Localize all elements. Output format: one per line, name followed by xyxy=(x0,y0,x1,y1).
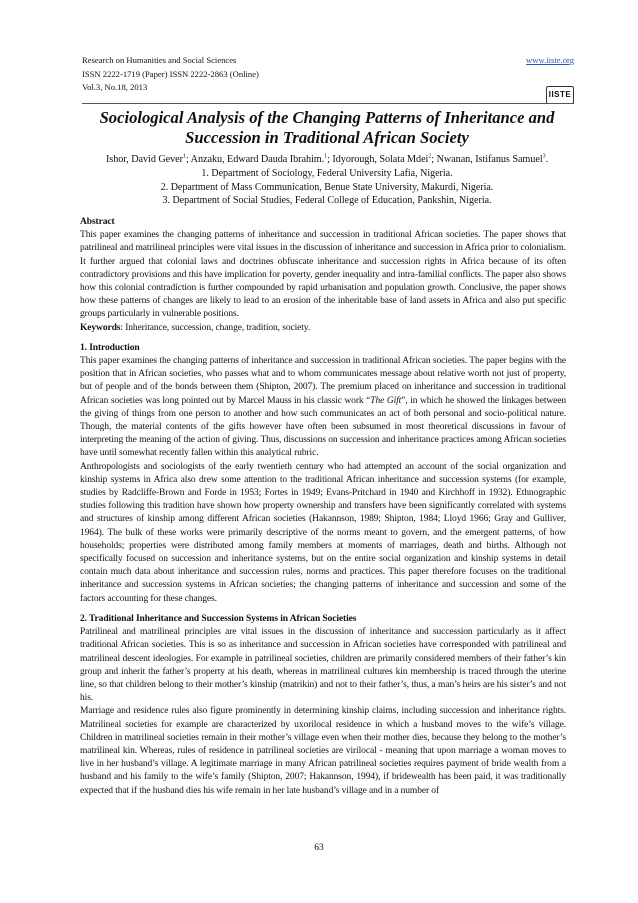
affiliation-1: 1. Department of Sociology, Federal University Lafia, Nigeria. xyxy=(201,167,453,179)
header-divider xyxy=(82,103,574,104)
paper-title xyxy=(64,108,590,148)
page-number: 63 xyxy=(314,843,324,853)
section-2-paragraph-2: Marriage and residence rules also figure prominently in determining kinship claims, including succession and inheritance rights. Matrilineal societies for example are characterized by uxorilocal residence in which a husband moves to the wife’s village. Children in matrilineal societies remain in their mother’s village even when their mother dies, because they belong to the mother’s matrilineal kin. Whereas, rules of residence in patrilineal societies are virilocal - meaning that upon marriage a woman moves to live in her husband’s village. A legitimate marriage in many African patrilineal societies requires payment of bride wealth from a husband and his family to the wife’s family (Shipton, 2007; Hakannson, 1994), if bridewealth has been paid, it was traditionally expected that if the husband dies his wife remain in her late husband’s village and in a number of xyxy=(80,706,566,796)
journal-name: Research on Humanities and Social Sciences xyxy=(82,55,237,65)
abstract-heading: Abstract xyxy=(80,217,115,227)
author-list: Ishor, David Gever$^1$; Anzaku, Edward Dauda Ibrahim.$^1$; Idyorough, Solata Mdei$^2$; Nwanan, Istifanus Samuel$^3$. xyxy=(105,153,549,165)
paper-body xyxy=(80,216,566,798)
abstract-text: This paper examines the changing patterns of inheritance and succession in traditional African societies. The paper shows that patrilineal and matrilineal principles were vital issues in the discussion of inheritance and succession in Africa prior to colonialism. It further argued that colonial laws and doctrines obfuscate inheritance and succession rights in Africa because of its often contradictory provisions and this have implication for poverty, gender inequality and intra-familial conflicts. The paper also shows how this colonial contradiction is further compounded by rapid urbanisation and population growth. Conclusive, the paper shows how these patterns of changes are likely to lead to an erosion of the inheritable base of land assets in Africa and also put specific groups particularly in vulnerable positions. xyxy=(80,230,566,320)
journal-url-link[interactable]: www.iiste.org xyxy=(526,55,574,65)
journal-volume: Vol.3, No.18, 2013 xyxy=(82,82,148,92)
section-1-paragraph-1: This paper examines the changing patterns of inheritance and succession in traditional African societies. The paper begins with the position that in African societies, who passes what and to whom communicates message about relative worth not just of property, but of people and of the bonds between them (Shipton, 2007). The premium placed on inheritance and succession in traditional African societies was long pointed out by Marcel Mauss in his classic work “The Gift”, in which he showed the linkages between the giving of things from one person to another and how such communicates an act of both personal and socio-political nature. Though, the material contents of the gifts however have often been subsumed in most theoretical discussions in favour of interpreting the meaning of the action of giving. Thus, discussions on succession and inheritance practices among African societies have until somewhat recently fallen within this analytical rubric. xyxy=(80,356,567,459)
title-line-1: Sociological Analysis of the Changing Patterns of Inheritance and xyxy=(99,108,555,127)
section-2-heading: 2. Traditional Inheritance and Succession Systems in African Societies xyxy=(80,613,357,624)
section-2-paragraph-1: Patrilineal and matrilineal principles are vital issues in the discussion of inheritance and succession particularly as it affect traditional African societies. This is so as inheritance and succession in African societies have corresponded with patrilineal and matrilineal descent ideologies. For example in patrilineal societies, children are primarily considered members of their father’s kin group and inherit the father’s property at his death, whereas in matrilineal cultures kin membership is traced through the uterine line, so that children belong to their mother’s kinship (matrikin) and not to their father’s, thus, a man’s heirs are his sister’s and not his. xyxy=(80,627,566,704)
keywords-line: Keywords: Inheritance, succession, change, tradition, society. xyxy=(80,322,311,333)
author-block xyxy=(64,153,590,208)
journal-issn: ISSN 2222-1719 (Paper) ISSN 2222-2863 (Online) xyxy=(82,68,259,79)
section-1-heading: 1. Introduction xyxy=(80,342,140,353)
running-header xyxy=(82,54,574,95)
affiliation-2: 2. Department of Mass Communication, Benue State University, Makurdi, Nigeria. xyxy=(160,181,494,193)
title-line-2: Succession in Traditional African Society xyxy=(185,128,469,147)
affiliation-3: 3. Department of Social Studies, Federal College of Education, Pankshin, Nigeria. xyxy=(162,195,492,207)
iiste-logo: IISTE xyxy=(546,86,574,104)
section-1-paragraph-2: Anthropologists and sociologists of the early twentieth century who had attempted an account of the social organization and kinship systems in Africa also drew some attention to the traditional African inheritance and succession systems (for example, studies by Radcliffe-Brown and Forde in 1953; Fortes in 1949; Evans-Pritchard in 1940 and Kirchhoff in 1932). Ethnographic studies following this tradition have shown how property ownership and transfers have been significantly correlated with systems and structures of kinship among different African societies (Hakannson, 1989; Shipton, 1984; Lloyd 1966; Gray and Gulliver, 1964). The bulk of these works were primarily descriptive of the norms meant to govern, and the emergent patterns, of how households; properties were distributed among family members at moments of marriages, death and births. Although not specifically focused on succession and inheritance systems, but on the entire social organization and kinship systems in detail contain much data about inheritance and succession rules, norms and practices. This paper therefore focuses on the traditional inheritance and succession systems in African societies; the changing patterns of inheritance and succession and some of the factors accounting for these changes. xyxy=(80,461,566,604)
